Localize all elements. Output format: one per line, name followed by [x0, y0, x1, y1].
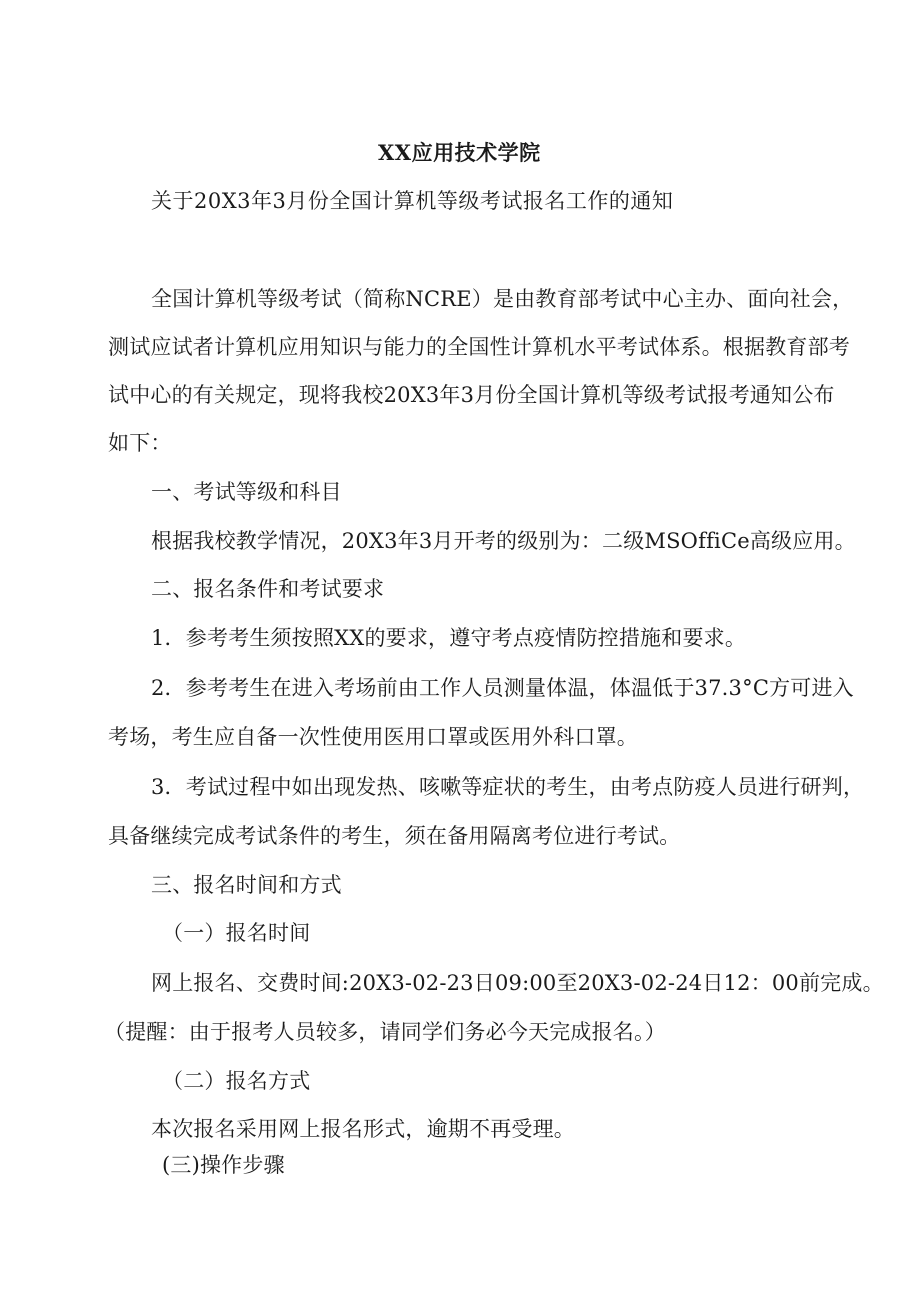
section-1-text: 根据我校教学情况，20X3年3月开考的级别为：二级MSOffiCe高级应用。	[151, 529, 856, 553]
requirement-3-line-2: 具备继续完成考试条件的考生，须在备用隔离考位进行考试。	[108, 824, 681, 848]
requirement-1: 1．参考考生须按照XX的要求，遵守考点疫情防控措施和要求。	[151, 626, 747, 650]
registration-time-text: 网上报名、交费时间:20X3-02-23日09:00至20X3-02-24日12：00前完成。	[151, 971, 884, 995]
intro-paragraph-line-2: 测试应试者计算机应用知识与能力的全国性计算机水平考试体系。根据教育部考	[108, 335, 850, 359]
subsection-3-heading: (三)操作步骤	[162, 1153, 285, 1177]
section-1-heading: 一、考试等级和科目	[151, 480, 342, 504]
subsection-2-heading: （二）报名方式	[162, 1069, 311, 1093]
intro-paragraph-line-3: 试中心的有关规定，现将我校20X3年3月份全国计算机等级考试报考通知公布	[108, 383, 835, 407]
section-2-heading: 二、报名条件和考试要求	[151, 577, 385, 601]
requirement-2-line-1: 2．参考考生在进入考场前由工作人员测量体温，体温低于37.3°C方可进入	[151, 676, 854, 700]
registration-method-text: 本次报名采用网上报名形式，逾期不再受理。	[151, 1117, 575, 1141]
requirement-3-line-1: 3．考试过程中如出现发热、咳嗽等症状的考生，由考点防疫人员进行研判，	[151, 775, 865, 799]
school-name: XX应用技术学院	[378, 140, 541, 165]
reminder-note: （提醒：由于报考人员较多，请同学们务必今天完成报名。）	[104, 1020, 666, 1044]
subsection-1-heading: （一）报名时间	[162, 921, 311, 945]
intro-paragraph-line-1: 全国计算机等级考试（简称NCRE）是由教育部考试中心主办、面向社会，	[151, 287, 854, 311]
notice-title: 关于20X3年3月份全国计算机等级考试报名工作的通知	[151, 189, 674, 213]
requirement-2-line-2: 考场，考生应自备一次性使用医用口罩或医用外科口罩。	[108, 725, 638, 749]
section-3-heading: 三、报名时间和方式	[151, 873, 342, 897]
intro-paragraph-line-4: 如下：	[108, 431, 172, 455]
